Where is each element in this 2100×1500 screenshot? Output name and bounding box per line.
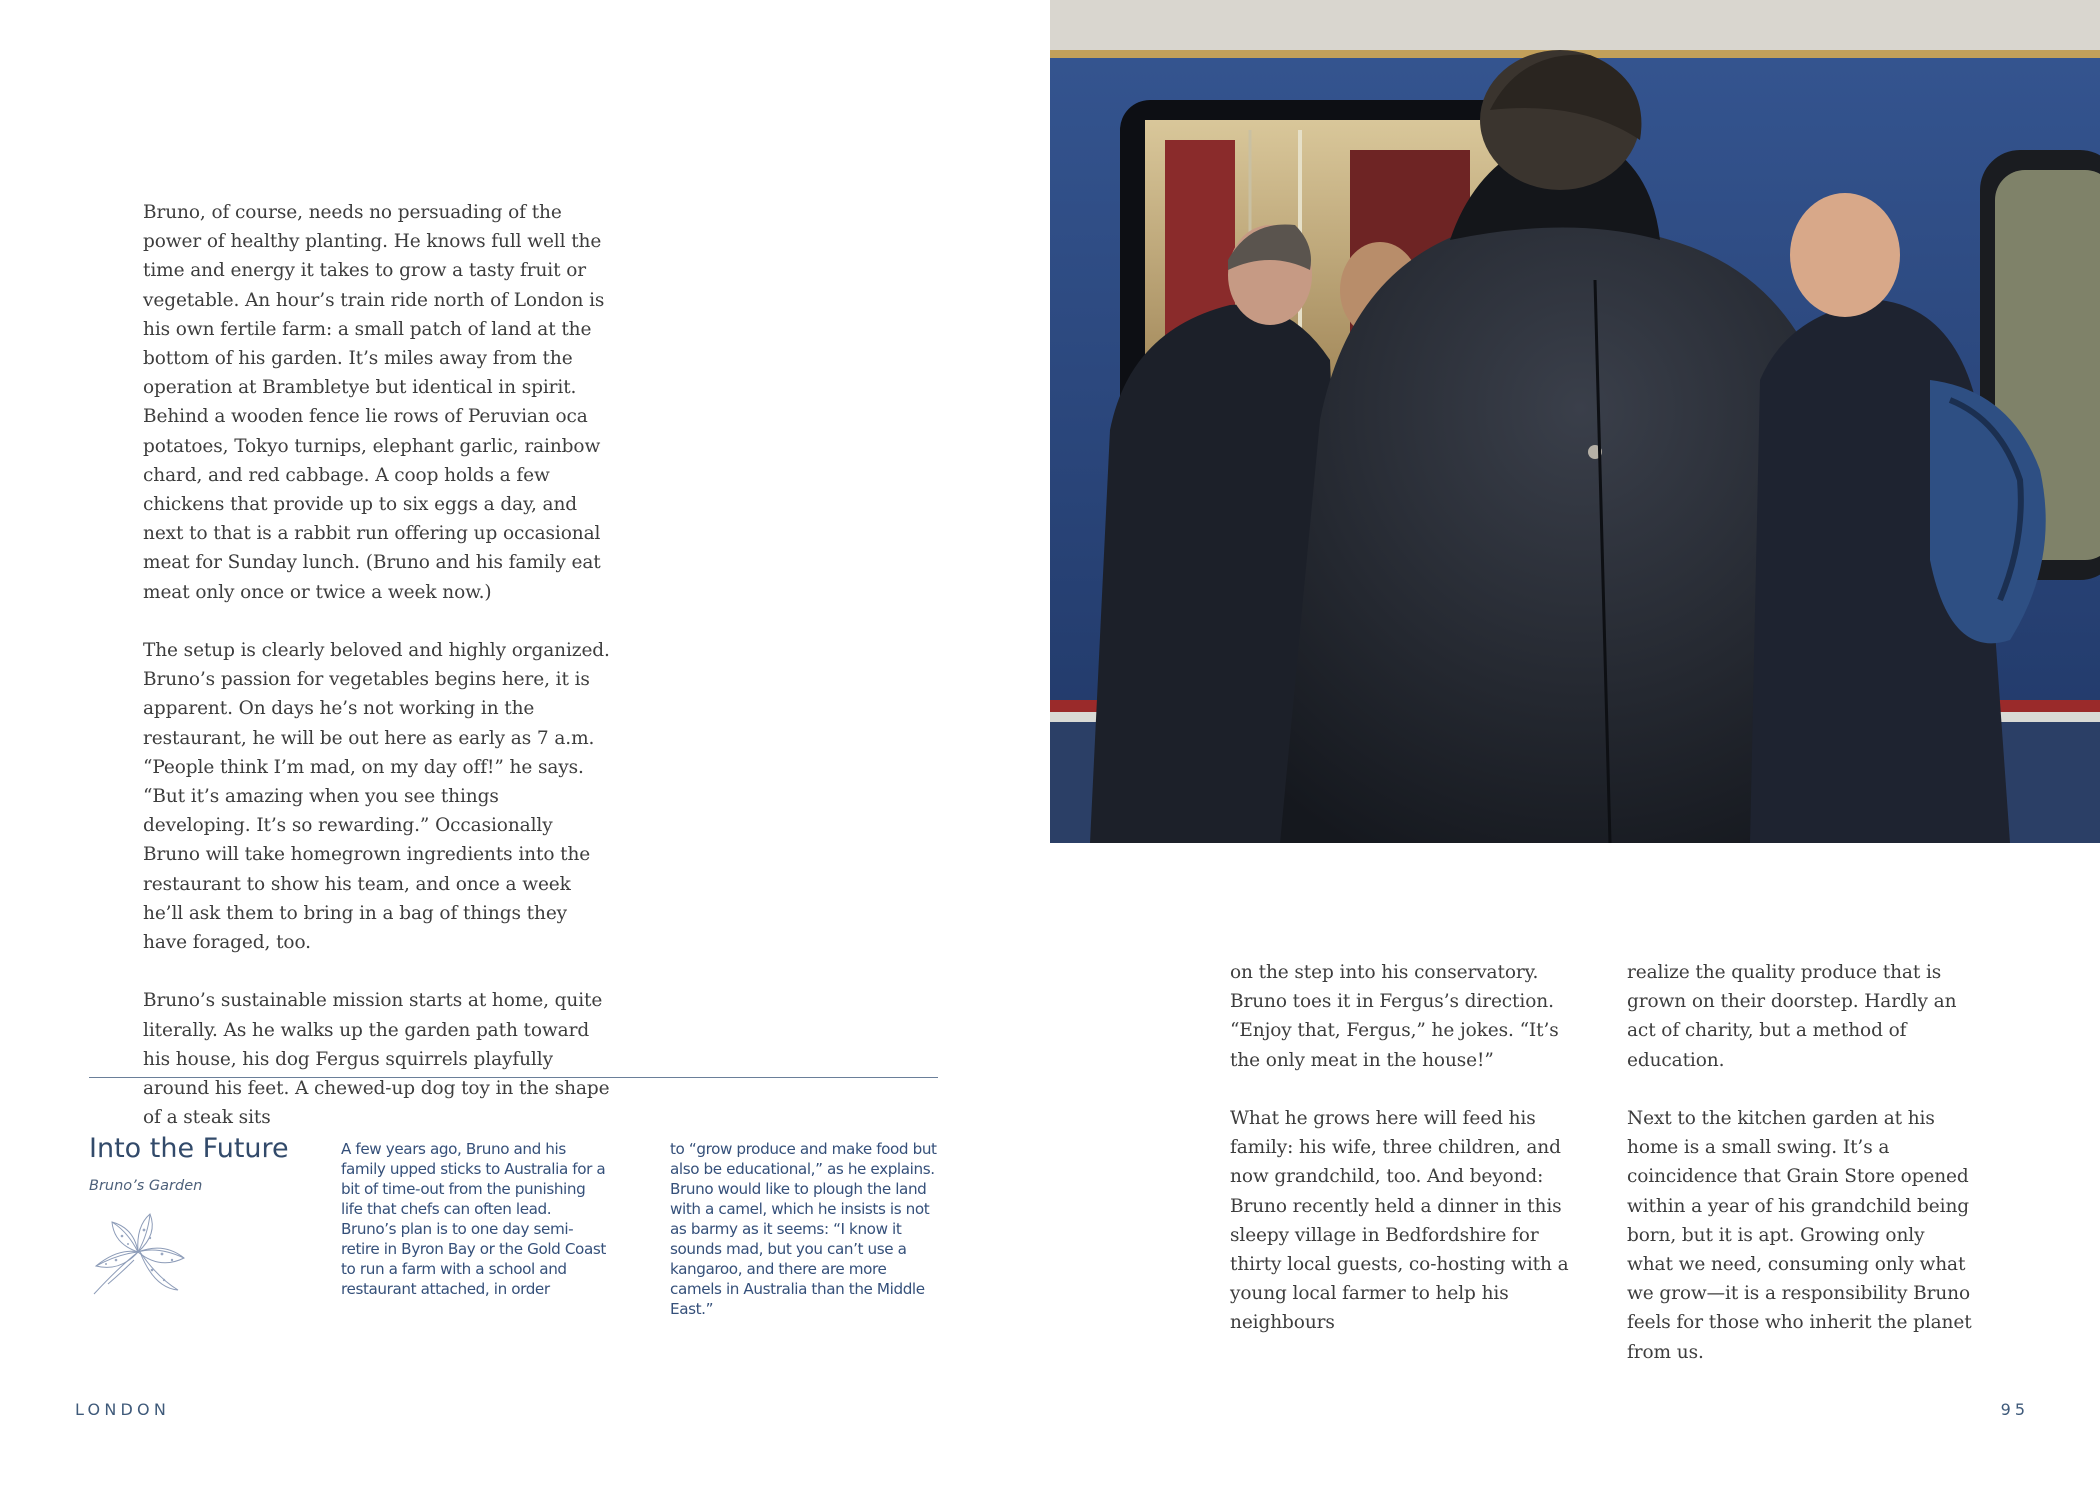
sidebar-subtitle: Bruno’s Garden [89, 1178, 203, 1194]
train-boarding-photo [1050, 0, 2100, 843]
article-paragraph: on the step into his conservatory. Bruno toes it in Fergus’s direction. “Enjoy that, Fergus,” he jokes. “It’s the only meat in the house!” [1230, 962, 1559, 1071]
article-paragraph: Bruno’s sustainable mission starts at home, quite literally. As he walks up the garden path toward his house, his dog Fergus squirrels playfully around his feet. A chewed-up dog toy in the shape of a steak sits [143, 990, 610, 1129]
sidebar-divider [89, 1077, 938, 1078]
article-paragraph: Next to the kitchen garden at his home is a small swing. It’s a coincidence that Grain Store opened within a year of his grandchild being born, but it is apt. Growing only what we need, consuming only what we grow—it is a responsibility Bruno feels for those who inherit the planet from us. [1627, 1108, 1972, 1363]
sidebar-title: Into the Future [89, 1133, 289, 1164]
article-column-left [143, 198, 611, 1132]
page-number: 95 [2000, 1400, 2029, 1419]
leaf-illustration-icon [88, 1208, 190, 1300]
sidebar-text-column-2: to “grow produce and make food but also be educational,” as he explains. Bruno would like to plough the land with a camel, which he insists is not as barmy as it seems: “I know it sounds mad, but you can’t use a kangaroo, and there are more camels in Australia than the Middle East.” [670, 1140, 937, 1318]
article-paragraph: Bruno, of course, needs no persuading of the power of healthy planting. He knows full well the time and energy it takes to grow a tasty fruit or vegetable. An hour’s train ride north of London is his own fertile farm: a small patch of land at the bottom of his garden. It’s miles away from the operation at Brambletye but identical in spirit. Behind a wooden fence lie rows of Peruvian oca potatoes, Tokyo turnips, elephant garlic, rainbow chard, and red cabbage. A coop holds a few chickens that provide up to six eggs a day, and next to that is a rabbit run offering up occasional meat for Sunday lunch. (Bruno and his family eat meat only once or twice a week now.) [143, 202, 605, 603]
article-paragraph: What he grows here will feed his family: his wife, three children, and now grandchild, too. And beyond: Bruno recently held a dinner in this sleepy village in Bedfordshire for thirty local guests, co-hosting with a young local farmer to help his neighbours [1230, 1108, 1569, 1334]
station-roof [1050, 0, 2100, 58]
article-column-right [1627, 958, 1972, 1367]
article-column-middle [1230, 958, 1575, 1338]
sidebar-text-column-1: A few years ago, Bruno and his family upped sticks to Australia for a bit of time-out from the punishing life that chefs can often lead. Bruno’s plan is to one day semi-retire in Byron Bay or the Gold Coast to run a farm with a school and restaurant attached, in order [341, 1140, 606, 1298]
article-paragraph: realize the quality produce that is grown on their doorstep. Hardly an act of charity, but a method of education. [1627, 962, 1957, 1071]
article-paragraph: The setup is clearly beloved and highly organized. Bruno’s passion for vegetables begins here, it is apparent. On days he’s not working in the restaurant, he will be out here as early as 7 a.m. “People think I’m mad, on my day off!” he says. “But it’s amazing when you see things developing. It’s so rewarding.” Occasionally Bruno will take homegrown ingredients into the restaurant to show his team, and once a week he’ll ask them to bring in a bag of things they have foraged, too. [143, 640, 610, 954]
running-footer-section: LONDON [75, 1400, 170, 1419]
